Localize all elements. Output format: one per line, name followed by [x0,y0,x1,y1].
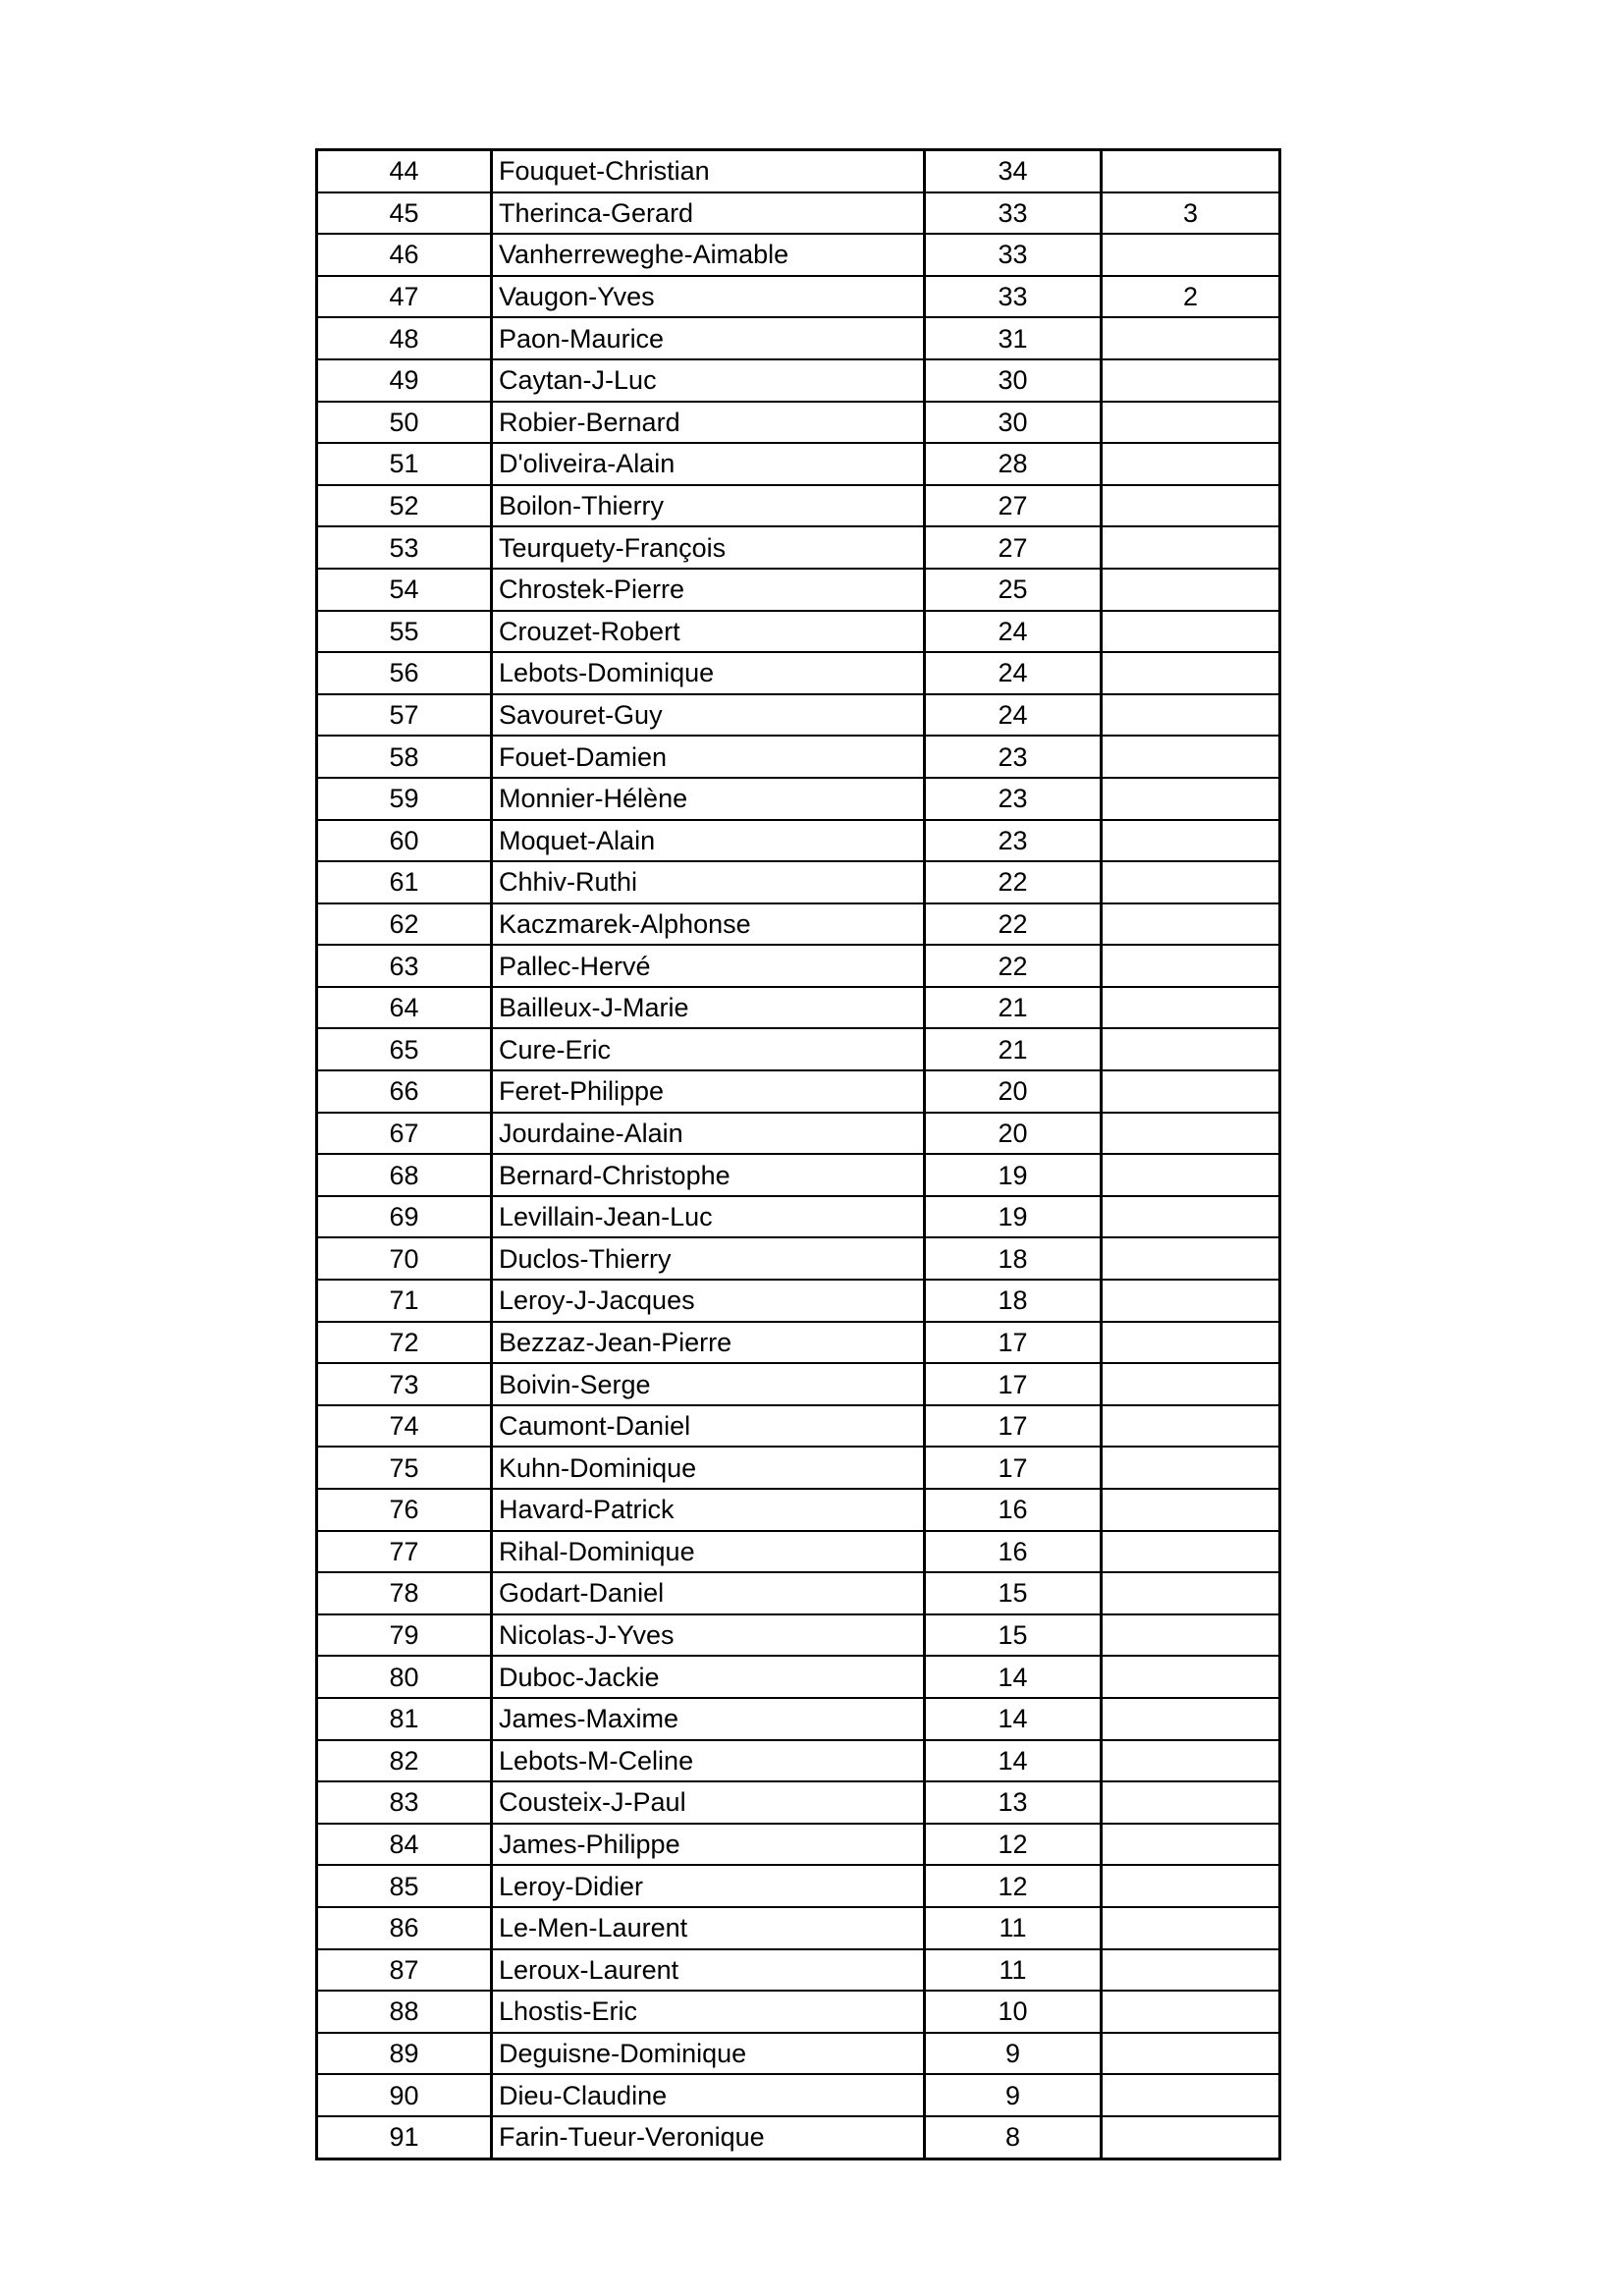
rank-cell: 70 [317,1237,492,1280]
points-cell: 9 [925,2074,1102,2116]
table-row [317,1656,1280,1698]
extra-cell [1102,569,1280,611]
name-cell: Cousteix-J-Paul [492,1781,925,1824]
name-cell: Jourdaine-Alain [492,1113,925,1155]
table-row [317,1154,1280,1196]
table-row [317,1781,1280,1824]
table-row [317,1991,1280,2033]
name-cell: Havard-Patrick [492,1489,925,1531]
name-cell: Crouzet-Robert [492,611,925,653]
extra-cell [1102,1824,1280,1866]
rank-cell: 56 [317,652,492,694]
name-cell: Teurquety-François [492,526,925,569]
rank-cell: 48 [317,317,492,359]
rank-cell: 77 [317,1531,492,1573]
table-row [317,861,1280,903]
table-row [317,903,1280,946]
rank-cell: 68 [317,1154,492,1196]
points-cell: 23 [925,820,1102,862]
name-cell: Le-Men-Laurent [492,1907,925,1949]
extra-cell [1102,945,1280,987]
name-cell: Boivin-Serge [492,1363,925,1405]
rank-cell: 62 [317,903,492,946]
extra-cell [1102,1489,1280,1531]
ranking-table-body [317,150,1280,2159]
points-cell: 21 [925,1028,1102,1070]
name-cell: Deguisne-Dominique [492,2033,925,2075]
name-cell: Vaugon-Yves [492,276,925,318]
table-row [317,1280,1280,1322]
points-cell: 9 [925,2033,1102,2075]
points-cell: 20 [925,1070,1102,1113]
name-cell: Leroy-J-Jacques [492,1280,925,1322]
table-row [317,694,1280,737]
rank-cell: 83 [317,1781,492,1824]
rank-cell: 60 [317,820,492,862]
name-cell: Fouet-Damien [492,736,925,778]
extra-cell [1102,1154,1280,1196]
name-cell: Rihal-Dominique [492,1531,925,1573]
table-row [317,1489,1280,1531]
points-cell: 30 [925,402,1102,444]
rank-cell: 79 [317,1614,492,1657]
extra-cell [1102,987,1280,1029]
extra-cell [1102,611,1280,653]
rank-cell: 50 [317,402,492,444]
points-cell: 8 [925,2116,1102,2159]
table-row [317,1363,1280,1405]
extra-cell [1102,1949,1280,1992]
points-cell: 15 [925,1572,1102,1614]
extra-cell [1102,1028,1280,1070]
name-cell: D'oliveira-Alain [492,443,925,485]
points-cell: 14 [925,1740,1102,1782]
name-cell: Leroy-Didier [492,1865,925,1907]
name-cell: Therinca-Gerard [492,192,925,235]
extra-cell [1102,903,1280,946]
table-row [317,276,1280,318]
table-row [317,611,1280,653]
name-cell: Caumont-Daniel [492,1405,925,1448]
extra-cell [1102,402,1280,444]
name-cell: Bezzaz-Jean-Pierre [492,1322,925,1364]
name-cell: Caytan-J-Luc [492,359,925,402]
table-row [317,1907,1280,1949]
extra-cell [1102,1865,1280,1907]
table-row [317,1196,1280,1238]
name-cell: Lebots-M-Celine [492,1740,925,1782]
extra-cell [1102,736,1280,778]
points-cell: 19 [925,1196,1102,1238]
points-cell: 18 [925,1237,1102,1280]
extra-cell [1102,1405,1280,1448]
points-cell: 22 [925,945,1102,987]
rank-cell: 84 [317,1824,492,1866]
points-cell: 33 [925,234,1102,276]
table-row [317,1865,1280,1907]
extra-cell [1102,778,1280,820]
rank-cell: 81 [317,1698,492,1740]
table-row [317,1237,1280,1280]
extra-cell [1102,1991,1280,2033]
points-cell: 24 [925,652,1102,694]
name-cell: Fouquet-Christian [492,150,925,192]
rank-cell: 46 [317,234,492,276]
table-row [317,778,1280,820]
table-row [317,1405,1280,1448]
rank-cell: 49 [317,359,492,402]
points-cell: 27 [925,526,1102,569]
points-cell: 13 [925,1781,1102,1824]
name-cell: Kaczmarek-Alphonse [492,903,925,946]
table-row [317,1028,1280,1070]
name-cell: Bailleux-J-Marie [492,987,925,1029]
rank-cell: 72 [317,1322,492,1364]
points-cell: 17 [925,1405,1102,1448]
rank-cell: 73 [317,1363,492,1405]
table-row [317,402,1280,444]
points-cell: 12 [925,1824,1102,1866]
points-cell: 24 [925,611,1102,653]
rank-cell: 75 [317,1447,492,1489]
rank-cell: 47 [317,276,492,318]
table-row [317,820,1280,862]
points-cell: 31 [925,317,1102,359]
table-row [317,1531,1280,1573]
points-cell: 11 [925,1949,1102,1992]
table-row [317,526,1280,569]
table-row [317,359,1280,402]
table-row [317,150,1280,192]
rank-cell: 80 [317,1656,492,1698]
points-cell: 16 [925,1531,1102,1573]
extra-cell [1102,1196,1280,1238]
table-row [317,1740,1280,1782]
table-row [317,192,1280,235]
name-cell: Farin-Tueur-Veronique [492,2116,925,2159]
rank-cell: 85 [317,1865,492,1907]
table-row [317,1113,1280,1155]
rank-cell: 71 [317,1280,492,1322]
rank-cell: 82 [317,1740,492,1782]
points-cell: 17 [925,1363,1102,1405]
name-cell: Bernard-Christophe [492,1154,925,1196]
name-cell: Cure-Eric [492,1028,925,1070]
table-row [317,987,1280,1029]
table-row [317,1447,1280,1489]
rank-cell: 52 [317,485,492,527]
points-cell: 11 [925,1907,1102,1949]
name-cell: Robier-Bernard [492,402,925,444]
extra-cell [1102,2116,1280,2159]
extra-cell [1102,820,1280,862]
points-cell: 10 [925,1991,1102,2033]
points-cell: 25 [925,569,1102,611]
rank-cell: 58 [317,736,492,778]
name-cell: Dieu-Claudine [492,2074,925,2116]
rank-cell: 67 [317,1113,492,1155]
points-cell: 33 [925,276,1102,318]
name-cell: Feret-Philippe [492,1070,925,1113]
extra-cell [1102,1113,1280,1155]
points-cell: 20 [925,1113,1102,1155]
extra-cell [1102,1781,1280,1824]
table-row [317,1949,1280,1992]
points-cell: 21 [925,987,1102,1029]
points-cell: 23 [925,778,1102,820]
rank-cell: 54 [317,569,492,611]
rank-cell: 78 [317,1572,492,1614]
table-row [317,2074,1280,2116]
extra-cell [1102,1070,1280,1113]
rank-cell: 55 [317,611,492,653]
points-cell: 12 [925,1865,1102,1907]
rank-cell: 45 [317,192,492,235]
rank-cell: 90 [317,2074,492,2116]
extra-cell [1102,1740,1280,1782]
points-cell: 17 [925,1322,1102,1364]
points-cell: 16 [925,1489,1102,1531]
points-cell: 14 [925,1656,1102,1698]
name-cell: Monnier-Hélène [492,778,925,820]
rank-cell: 51 [317,443,492,485]
extra-cell [1102,1907,1280,1949]
name-cell: Godart-Daniel [492,1572,925,1614]
points-cell: 19 [925,1154,1102,1196]
points-cell: 28 [925,443,1102,485]
name-cell: Boilon-Thierry [492,485,925,527]
table-row [317,1070,1280,1113]
points-cell: 23 [925,736,1102,778]
rank-cell: 61 [317,861,492,903]
rank-cell: 59 [317,778,492,820]
table-row [317,569,1280,611]
rank-cell: 65 [317,1028,492,1070]
name-cell: James-Maxime [492,1698,925,1740]
extra-cell: 3 [1102,192,1280,235]
points-cell: 22 [925,903,1102,946]
name-cell: Pallec-Hervé [492,945,925,987]
name-cell: Lhostis-Eric [492,1991,925,2033]
extra-cell [1102,1322,1280,1364]
name-cell: Kuhn-Dominique [492,1447,925,1489]
table-row [317,1322,1280,1364]
table-row [317,652,1280,694]
name-cell: Vanherreweghe-Aimable [492,234,925,276]
extra-cell: 2 [1102,276,1280,318]
extra-cell [1102,1363,1280,1405]
table-row [317,945,1280,987]
points-cell: 30 [925,359,1102,402]
rank-cell: 76 [317,1489,492,1531]
extra-cell [1102,485,1280,527]
extra-cell [1102,1280,1280,1322]
table-row [317,443,1280,485]
extra-cell [1102,1531,1280,1573]
table-row [317,485,1280,527]
extra-cell [1102,150,1280,192]
name-cell: Lebots-Dominique [492,652,925,694]
points-cell: 33 [925,192,1102,235]
extra-cell [1102,1656,1280,1698]
table-row [317,1824,1280,1866]
rank-cell: 86 [317,1907,492,1949]
table-row [317,1572,1280,1614]
name-cell: Paon-Maurice [492,317,925,359]
ranking-table [315,148,1281,2160]
rank-cell: 64 [317,987,492,1029]
extra-cell [1102,1614,1280,1657]
extra-cell [1102,861,1280,903]
extra-cell [1102,317,1280,359]
extra-cell [1102,694,1280,737]
points-cell: 14 [925,1698,1102,1740]
extra-cell [1102,1698,1280,1740]
extra-cell [1102,1237,1280,1280]
table-row [317,2033,1280,2075]
name-cell: Moquet-Alain [492,820,925,862]
name-cell: James-Philippe [492,1824,925,1866]
extra-cell [1102,652,1280,694]
extra-cell [1102,234,1280,276]
table-row [317,234,1280,276]
extra-cell [1102,2074,1280,2116]
points-cell: 18 [925,1280,1102,1322]
name-cell: Savouret-Guy [492,694,925,737]
rank-cell: 69 [317,1196,492,1238]
name-cell: Leroux-Laurent [492,1949,925,1992]
rank-cell: 63 [317,945,492,987]
name-cell: Duboc-Jackie [492,1656,925,1698]
rank-cell: 88 [317,1991,492,2033]
rank-cell: 57 [317,694,492,737]
table-row [317,1698,1280,1740]
points-cell: 24 [925,694,1102,737]
points-cell: 34 [925,150,1102,192]
rank-cell: 89 [317,2033,492,2075]
rank-cell: 91 [317,2116,492,2159]
table-row [317,317,1280,359]
rank-cell: 66 [317,1070,492,1113]
extra-cell [1102,1572,1280,1614]
table-row [317,2116,1280,2159]
name-cell: Nicolas-J-Yves [492,1614,925,1657]
rank-cell: 74 [317,1405,492,1448]
extra-cell [1102,2033,1280,2075]
name-cell: Duclos-Thierry [492,1237,925,1280]
table-row [317,1614,1280,1657]
points-cell: 22 [925,861,1102,903]
extra-cell [1102,443,1280,485]
extra-cell [1102,526,1280,569]
points-cell: 27 [925,485,1102,527]
table-row [317,736,1280,778]
rank-cell: 44 [317,150,492,192]
name-cell: Levillain-Jean-Luc [492,1196,925,1238]
name-cell: Chhiv-Ruthi [492,861,925,903]
rank-cell: 87 [317,1949,492,1992]
name-cell: Chrostek-Pierre [492,569,925,611]
extra-cell [1102,1447,1280,1489]
extra-cell [1102,359,1280,402]
points-cell: 15 [925,1614,1102,1657]
rank-cell: 53 [317,526,492,569]
points-cell: 17 [925,1447,1102,1489]
